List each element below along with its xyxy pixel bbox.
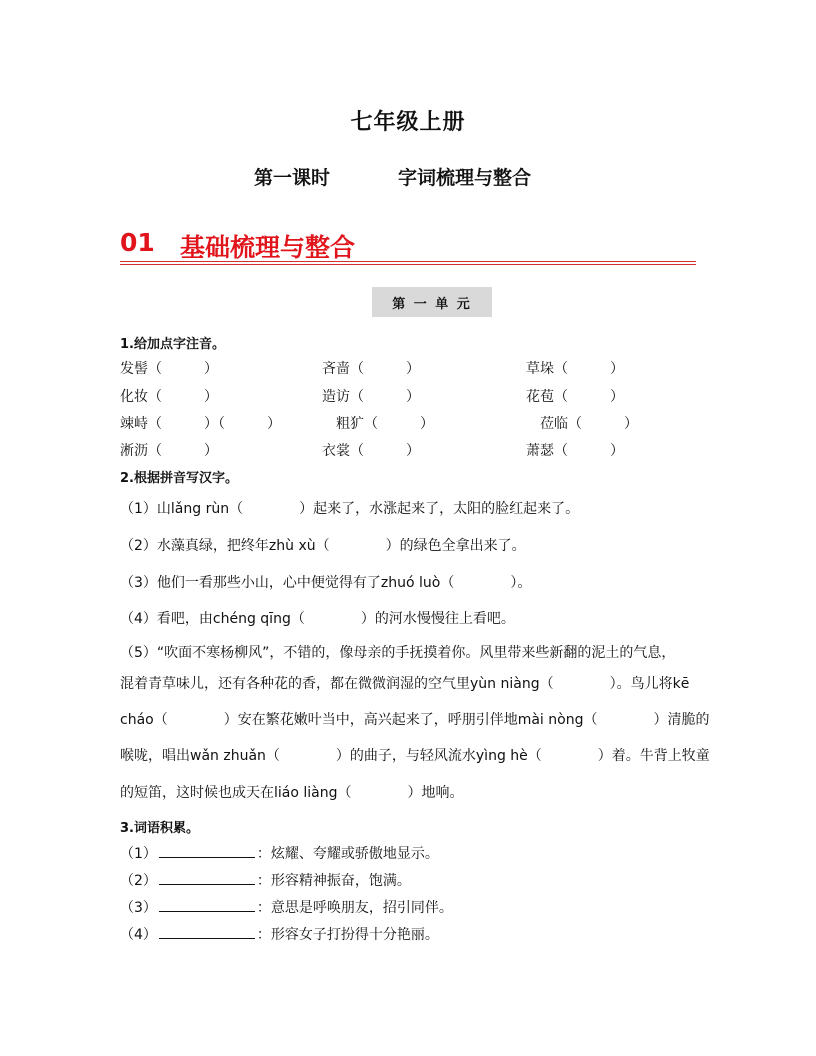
q2-line: （5）“吹面不寒杨柳风”，不错的，像母亲的手抚摸着你。风里带来些新翻的泥土的气息， [120,645,676,661]
answer-blank[interactable] [159,845,255,858]
q1-item: 化妆（ ） [120,389,218,405]
section-title: 基础梳理与整合 [180,233,356,262]
lesson-topic: 字词梳理与整合 [398,167,532,189]
q3-item-definition: ：形容女子打扮得十分艳丽。 [256,927,439,943]
q1-item: 草垛（ ） [526,361,624,377]
section-number: 01 [120,228,155,257]
section-divider-bottom [120,264,696,265]
q1-heading: 1.给加点字注音。 [120,337,225,352]
q1-item: 衣裳（ ） [322,443,420,459]
q1-item: 造访（ ） [322,389,420,405]
q2-line: 混着青草味儿，还有各种花的香，都在微微润湿的空气里yùn niàng（ ）。鸟儿将kē [120,676,690,692]
q3-item [120,897,453,917]
q2-line: （2）水藻真绿，把终年zhù xù（ ）的绿色全拿出来了。 [120,538,526,554]
unit-label-box [372,287,492,317]
q1-item: 花苞（ ） [526,389,624,405]
q1-item: 竦峙（ ）（ ） [120,416,281,432]
q2-line: （1）山lǎng rùn（ ）起来了，水涨起来了，太阳的脸红起来了。 [120,501,580,517]
q3-item [120,870,411,890]
unit-label: 第 一 单 元 [392,296,472,312]
section-divider-top [120,261,696,262]
q2-line: （4）看吧，由chéng qīng（ ）的河水慢慢往上看吧。 [120,611,515,627]
q1-item: 莅临（ ） [540,416,638,432]
q3-item-number: （4） [120,927,157,943]
q3-item [120,843,439,863]
q3-item-definition: ：意思是呼唤朋友，招引同伴。 [256,900,453,916]
q1-item: 萧瑟（ ） [526,443,624,459]
q2-line: 喉咙，唱出wǎn zhuǎn（ ）的曲子，与轻风流水yìng hè（ ）着。牛背上牧童 [120,748,710,764]
q2-line: cháo（ ）安在繁花嫩叶当中，高兴起来了，呼朋引伴地mài nòng（ ）清脆的 [120,712,710,728]
q2-line: （3）他们一看那些小山，心中便觉得有了zhuó luò（ ）。 [120,575,532,591]
page-title: 七年级上册 [350,110,466,135]
q1-item: 发髻（ ） [120,361,218,377]
q3-heading: 3.词语积累。 [120,821,199,836]
q1-item: 吝啬（ ） [322,361,420,377]
q1-item: 粗犷（ ） [336,416,434,432]
q3-item-definition: ：形容精神振奋，饱满。 [256,873,411,889]
lesson-label: 第一课时 [254,167,331,189]
answer-blank[interactable] [159,926,255,939]
q3-item-definition: ：炫耀、夸耀或骄傲地显示。 [256,846,439,862]
q3-item-number: （3） [120,900,157,916]
answer-blank[interactable] [159,899,255,912]
q3-item-number: （1） [120,846,157,862]
q2-line: 的短笛，这时候也成天在liáo liàng（ ）地响。 [120,785,464,801]
answer-blank[interactable] [159,872,255,885]
q3-item [120,924,439,944]
q1-item: 淅沥（ ） [120,443,218,459]
q3-item-number: （2） [120,873,157,889]
q2-heading: 2.根据拼音写汉字。 [120,471,238,486]
